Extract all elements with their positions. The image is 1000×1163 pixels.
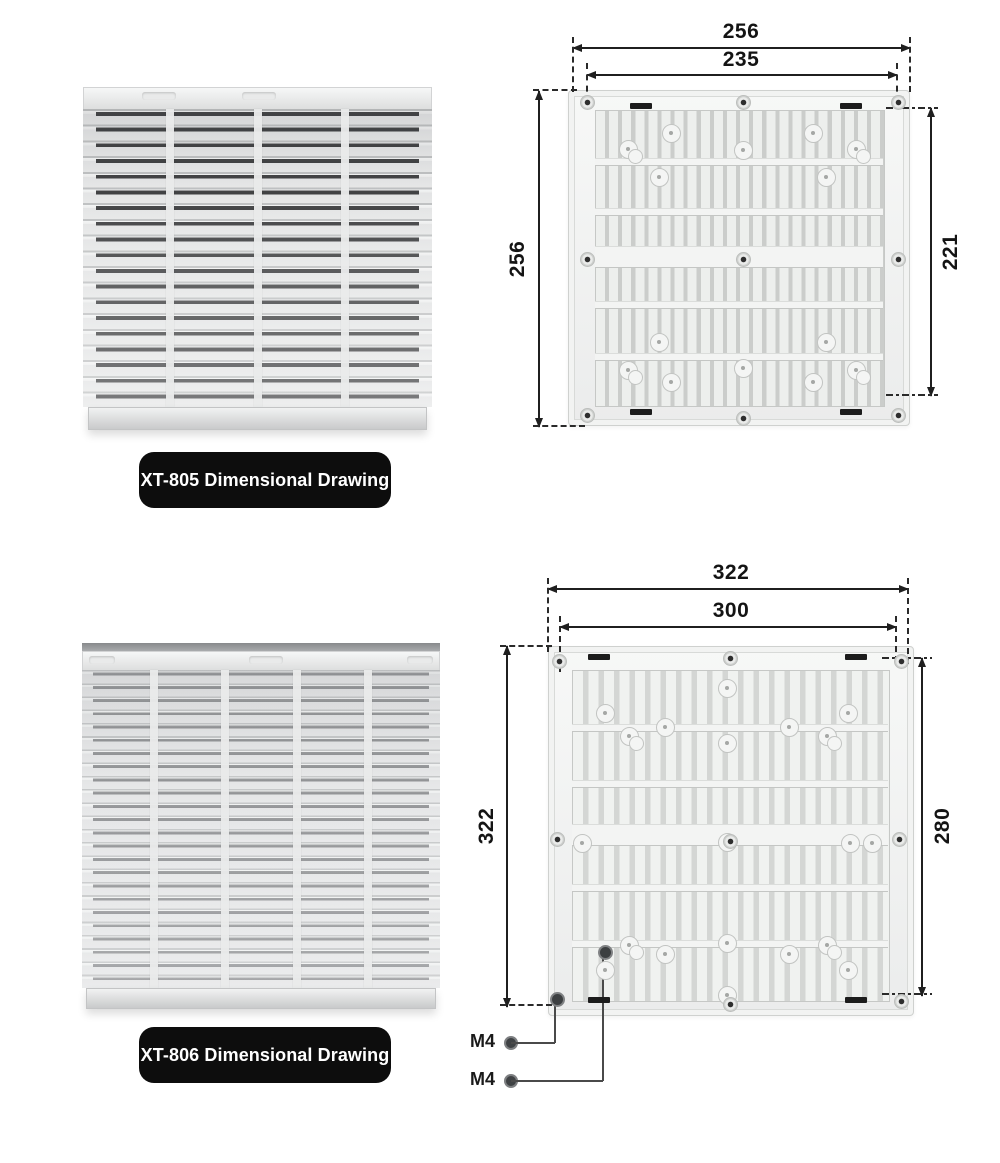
m4-screw-dot bbox=[550, 992, 565, 1007]
dim-line-inner-height-806 bbox=[921, 658, 923, 996]
frame-screw bbox=[891, 408, 906, 423]
clip-mark bbox=[845, 997, 867, 1003]
clip-mark bbox=[588, 997, 610, 1003]
frame-screw bbox=[736, 95, 751, 110]
xt805-outer-height-dim: 256 bbox=[506, 240, 529, 278]
cap-notch bbox=[242, 92, 276, 100]
grid-rail bbox=[595, 208, 883, 216]
screw-boss bbox=[841, 834, 860, 853]
extension-line bbox=[547, 578, 549, 652]
extension-line bbox=[909, 37, 911, 92]
m4-leader-line-2 bbox=[511, 1080, 603, 1082]
frame-screw bbox=[891, 252, 906, 267]
frame-screw bbox=[723, 834, 738, 849]
screw-boss bbox=[734, 141, 753, 160]
screw-boss bbox=[839, 961, 858, 980]
frame-screw bbox=[580, 95, 595, 110]
grid-rail bbox=[595, 301, 883, 309]
screw-boss bbox=[650, 333, 669, 352]
cap-notch bbox=[89, 656, 115, 664]
screw-boss bbox=[818, 936, 837, 955]
grid-rail bbox=[572, 780, 888, 788]
frame-screw bbox=[736, 411, 751, 426]
frame-screw bbox=[892, 832, 907, 847]
clip-mark bbox=[845, 654, 867, 660]
louver-slats bbox=[82, 670, 440, 988]
screw-boss bbox=[817, 333, 836, 352]
m4-screw-label-1: M4 bbox=[470, 1031, 496, 1051]
screw-boss bbox=[817, 168, 836, 187]
dim-line-outer-height-806 bbox=[506, 646, 508, 1007]
xt805-inner-height-dim: 221 bbox=[939, 233, 962, 271]
m4-screw-dot bbox=[598, 945, 613, 960]
grid-rail bbox=[572, 884, 888, 892]
screw-boss bbox=[620, 936, 639, 955]
screw-boss bbox=[619, 140, 638, 159]
xt805-label-badge bbox=[139, 452, 391, 508]
frame-screw bbox=[894, 994, 909, 1009]
cap-notch bbox=[142, 92, 176, 100]
screw-boss bbox=[662, 373, 681, 392]
xt806-outer-height-dim: 322 bbox=[475, 807, 498, 845]
xt806-front-photo bbox=[82, 643, 440, 1007]
xt805-inner-width-dim: 235 bbox=[722, 48, 760, 71]
extension-line bbox=[533, 89, 577, 91]
screw-boss bbox=[718, 679, 737, 698]
cap-notch bbox=[407, 656, 433, 664]
xt806-inner-width-dim: 300 bbox=[712, 599, 750, 622]
screw-boss bbox=[818, 727, 837, 746]
extension-line bbox=[500, 1004, 552, 1006]
louver-column-divider bbox=[364, 670, 372, 988]
extension-line bbox=[500, 645, 552, 647]
frame-screw bbox=[723, 997, 738, 1012]
frame-screw bbox=[580, 408, 595, 423]
dim-line-outer-height-805 bbox=[538, 91, 540, 427]
screw-boss bbox=[847, 140, 866, 159]
xt805-front-photo bbox=[83, 87, 432, 428]
dim-line-inner-height-805 bbox=[930, 108, 932, 396]
clip-mark bbox=[630, 103, 652, 109]
xt806-inner-height-dim: 280 bbox=[931, 807, 954, 845]
louver-column-divider bbox=[221, 670, 229, 988]
screw-boss bbox=[863, 834, 882, 853]
dim-line-inner-width-805 bbox=[587, 74, 897, 76]
dim-line-outer-width-806 bbox=[548, 588, 908, 590]
screw-boss bbox=[573, 834, 592, 853]
louver-top-cap bbox=[83, 87, 432, 111]
frame-screw bbox=[580, 252, 595, 267]
extension-line bbox=[886, 394, 938, 396]
extension-line bbox=[907, 578, 909, 664]
screw-boss bbox=[804, 124, 823, 143]
frame-screw bbox=[723, 651, 738, 666]
frame-screw bbox=[550, 832, 565, 847]
louver-slats bbox=[83, 109, 432, 407]
louver-base bbox=[86, 988, 436, 1009]
screw-boss bbox=[620, 727, 639, 746]
screw-boss bbox=[718, 934, 737, 953]
louver-top-strip bbox=[82, 643, 440, 651]
clip-mark bbox=[840, 409, 862, 415]
screw-boss bbox=[656, 945, 675, 964]
louver-column-divider bbox=[150, 670, 158, 988]
frame-screw bbox=[891, 95, 906, 110]
m4-screw-label-2: M4 bbox=[470, 1069, 496, 1089]
louver-slot-openings bbox=[93, 670, 429, 988]
louver-column-divider bbox=[254, 109, 262, 407]
dim-line-inner-width-806 bbox=[560, 626, 896, 628]
extension-line bbox=[533, 425, 585, 427]
extension-line bbox=[882, 993, 932, 995]
frame-screw bbox=[736, 252, 751, 267]
frame-screw bbox=[552, 654, 567, 669]
frame-screw bbox=[894, 654, 909, 669]
screw-boss bbox=[662, 124, 681, 143]
screw-boss bbox=[656, 718, 675, 737]
screw-boss bbox=[596, 961, 615, 980]
cap-notch bbox=[249, 656, 283, 664]
xt805-outer-width-dim: 256 bbox=[722, 20, 760, 43]
clip-mark bbox=[630, 409, 652, 415]
screw-boss bbox=[619, 361, 638, 380]
screw-boss bbox=[650, 168, 669, 187]
louver-column-divider bbox=[166, 109, 174, 407]
screw-boss bbox=[780, 718, 799, 737]
screw-boss bbox=[780, 945, 799, 964]
xt806-outer-width-dim: 322 bbox=[712, 561, 750, 584]
screw-boss bbox=[718, 734, 737, 753]
louver-top-cap bbox=[82, 651, 440, 672]
screw-boss bbox=[847, 361, 866, 380]
louver-column-divider bbox=[293, 670, 301, 988]
grid-rail bbox=[572, 724, 888, 732]
louver-column-divider bbox=[341, 109, 349, 407]
screw-boss bbox=[804, 373, 823, 392]
screw-boss bbox=[596, 704, 615, 723]
screw-boss bbox=[839, 704, 858, 723]
xt805-badge-text: XT-805 Dimensional Drawing bbox=[140, 469, 390, 490]
m4-leader-line-1 bbox=[511, 1042, 555, 1044]
clip-mark bbox=[840, 103, 862, 109]
louver-base bbox=[88, 407, 427, 430]
clip-mark bbox=[588, 654, 610, 660]
extension-line bbox=[572, 37, 574, 92]
xt806-badge-text: XT-806 Dimensional Drawing bbox=[140, 1044, 390, 1065]
xt806-label-badge bbox=[139, 1027, 391, 1083]
screw-boss bbox=[734, 359, 753, 378]
